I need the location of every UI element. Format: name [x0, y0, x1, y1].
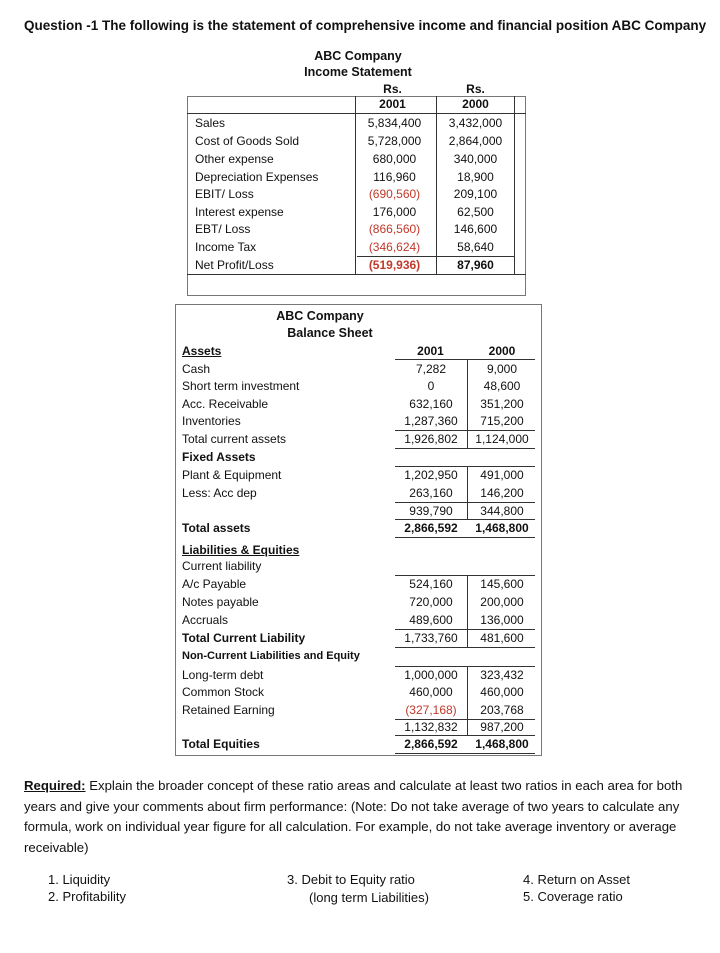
- bs-current-liab-heading: Current liability: [182, 559, 262, 573]
- is-row-2001: 116,960: [373, 170, 416, 184]
- bs-rule: [395, 537, 535, 538]
- is-bottom-rule: [187, 274, 526, 275]
- bs-label: Common Stock: [182, 685, 265, 699]
- bs-2000: 987,200: [480, 720, 524, 734]
- bs-rule: [395, 735, 535, 736]
- bs-2001: 632,160: [409, 397, 453, 411]
- is-row-2001: 5,728,000: [367, 134, 422, 148]
- bs-rule: [395, 430, 535, 431]
- bs-rule: [395, 629, 535, 630]
- bs-label: Acc. Receivable: [182, 397, 269, 411]
- bs-2001: 1,132,832: [404, 720, 458, 734]
- is-divider-left: [355, 96, 356, 274]
- is-total-rule: [357, 256, 514, 257]
- is-row-2001: (346,624): [368, 240, 421, 254]
- bs-2001: 1,733,760: [404, 631, 458, 645]
- bs-ncl-heading: Non-Current Liabilities and Equity: [182, 650, 360, 662]
- is-row-2000: 18,900: [457, 170, 494, 184]
- bs-assets-heading: Assets: [182, 344, 222, 358]
- bs-label: Retained Earning: [182, 703, 275, 717]
- bs-rule: [395, 502, 535, 503]
- is-row-label: Income Tax: [195, 240, 257, 254]
- is-row-2000: 146,600: [453, 222, 498, 236]
- list-item-debt-equity-note: (long term Liabilities): [309, 890, 429, 905]
- bs-2001: 460,000: [409, 685, 453, 699]
- is-row-label: Depreciation Expenses: [195, 170, 319, 184]
- is-row-2000: 209,100: [453, 187, 498, 201]
- bs-year-rule: [395, 359, 535, 360]
- is-divider-right: [514, 96, 515, 274]
- is-year-2001: 2001: [379, 97, 406, 111]
- required-paragraph: [24, 776, 694, 858]
- bs-rule: [395, 519, 535, 520]
- is-row-2001: (866,560): [368, 222, 421, 236]
- required-heading: Required:: [24, 778, 86, 793]
- bs-2000: 460,000: [480, 685, 524, 699]
- is-row-2001: 176,000: [372, 205, 417, 219]
- bs-2001: 1,926,802: [404, 432, 458, 446]
- bs-2001: 7,282: [415, 362, 447, 376]
- bs-label: Accruals: [182, 613, 229, 627]
- bs-label: Notes payable: [182, 595, 259, 609]
- bs-label: Total Current Liability: [182, 631, 306, 645]
- bs-2000: 146,200: [480, 486, 524, 500]
- is-row-2000: 62,500: [457, 205, 494, 219]
- bs-rule: [395, 647, 535, 648]
- bs-2001: 263,160: [409, 486, 453, 500]
- bs-2000: 1,468,800: [475, 521, 529, 535]
- bs-col-divider: [467, 359, 468, 448]
- bs-2000: 145,600: [480, 577, 524, 591]
- bs-2001: (327,168): [405, 703, 457, 717]
- bs-rule: [395, 466, 535, 467]
- bs-2000: 1,468,800: [475, 737, 529, 751]
- bs-label: Total Equities: [182, 737, 260, 751]
- is-row-2000: 58,640: [457, 240, 494, 254]
- bs-2001: 2,866,592: [404, 521, 458, 535]
- bs-rule: [395, 448, 535, 449]
- bs-year-2000: 2000: [488, 344, 516, 358]
- question-title: Question -1 The following is the statement of comprehensive income and financial position ABC Company: [24, 18, 707, 33]
- bs-2001: 720,000: [409, 595, 453, 609]
- bs-label: A/c Payable: [182, 577, 247, 591]
- bs-label: Total assets: [182, 521, 251, 535]
- bs-2001: 489,600: [409, 613, 453, 627]
- list-item-coverage: 5. Coverage ratio: [523, 889, 623, 904]
- is-row-label: EBT/ Loss: [195, 222, 251, 236]
- bs-label: Short term investment: [182, 379, 300, 393]
- bs-label: Long-term debt: [182, 668, 264, 682]
- is-row-2001: 680,000: [372, 152, 417, 166]
- bs-label: Less: Acc dep: [182, 486, 257, 500]
- list-item-profitability: 2. Profitability: [48, 889, 127, 904]
- is-row-2000: 3,432,000: [448, 116, 503, 130]
- bs-2001: 524,160: [409, 577, 453, 591]
- bs-2001: 1,000,000: [404, 668, 458, 682]
- bs-2001: 1,287,360: [404, 414, 458, 428]
- bs-2000: 715,200: [480, 414, 524, 428]
- bs-2001: 0: [427, 379, 435, 393]
- is-header-rule: [187, 113, 526, 114]
- bs-2000: 351,200: [480, 397, 524, 411]
- is-row-2000: 87,960: [457, 258, 494, 272]
- bs-col-divider: [467, 466, 468, 520]
- bs-label: Cash: [182, 362, 211, 376]
- is-row-label: Interest expense: [195, 205, 284, 219]
- is-row-2001: 5,834,400: [367, 116, 422, 130]
- list-item-liquidity: 1. Liquidity: [48, 872, 111, 887]
- bs-2000: 1,124,000: [475, 432, 529, 446]
- bs-2000: 491,000: [480, 468, 524, 482]
- bs-rule: [395, 666, 535, 667]
- is-title: Income Statement: [304, 65, 412, 79]
- is-row-label: EBIT/ Loss: [195, 187, 254, 201]
- list-item-roa: 4. Return on Asset: [523, 872, 630, 887]
- is-row-2001: (690,560): [368, 187, 421, 201]
- is-row-2000: 2,864,000: [448, 134, 503, 148]
- bs-label: Plant & Equipment: [182, 468, 282, 482]
- is-currency-2001: Rs.: [383, 82, 402, 96]
- bs-2001: 939,790: [409, 504, 453, 518]
- bs-2000: 48,600: [483, 379, 521, 393]
- bs-rule: [395, 753, 535, 754]
- bs-2001: 2,866,592: [404, 737, 458, 751]
- bs-company: ABC Company: [276, 309, 364, 323]
- bs-2000: 344,800: [480, 504, 524, 518]
- is-row-label: Net Profit/Loss: [195, 258, 274, 272]
- bs-2000: 481,600: [480, 631, 524, 645]
- required-text: Explain the broader concept of these ratio areas and calculate at least two ratios in each area for both years and give your comments about firm performance: (Note: Do not take average of two years to calculate any formula, work on individual year figure for all calculation. For example, do not take average inventory or average receivable): [24, 778, 683, 855]
- bs-2000: 323,432: [480, 668, 524, 682]
- bs-2000: 136,000: [480, 613, 524, 627]
- is-year-2000: 2000: [462, 97, 489, 111]
- bs-label: Inventories: [182, 414, 241, 428]
- is-row-2000: 340,000: [453, 152, 498, 166]
- bs-2000: 9,000: [486, 362, 518, 376]
- bs-2000: 203,768: [480, 703, 524, 717]
- bs-label: Total current assets: [182, 432, 287, 446]
- is-divider-mid: [436, 96, 437, 274]
- bs-year-2001: 2001: [417, 344, 444, 358]
- bs-2001: 1,202,950: [404, 468, 458, 482]
- is-row-label: Cost of Goods Sold: [195, 134, 300, 148]
- bs-col-divider: [467, 666, 468, 735]
- is-row-label: Sales: [195, 116, 226, 130]
- bs-title: Balance Sheet: [287, 326, 373, 340]
- list-item-debt-equity: 3. Debit to Equity ratio: [287, 872, 415, 887]
- bs-col-divider: [467, 575, 468, 647]
- is-row-2001: (519,936): [368, 258, 421, 272]
- bs-liab-heading: Liabilities & Equities: [182, 543, 300, 557]
- bs-fixed-heading: Fixed Assets: [182, 450, 256, 464]
- is-row-label: Other expense: [195, 152, 274, 166]
- is-currency-2000: Rs.: [466, 82, 485, 96]
- bs-2000: 200,000: [480, 595, 524, 609]
- is-company: ABC Company: [314, 49, 402, 63]
- bs-rule: [395, 575, 535, 576]
